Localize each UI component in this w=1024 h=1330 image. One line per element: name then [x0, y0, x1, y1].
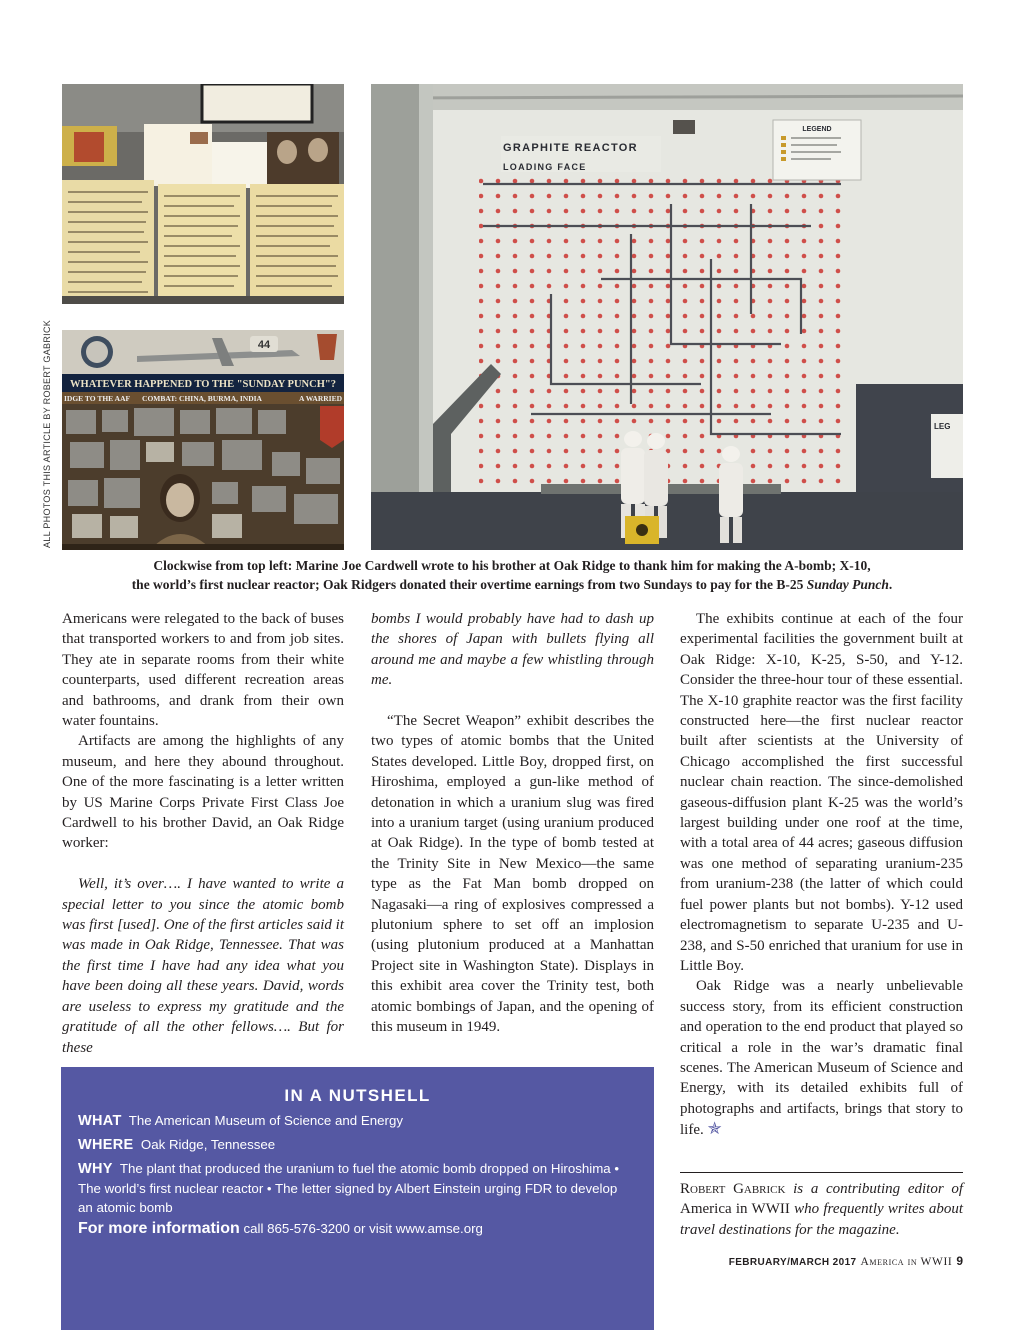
col1-letter-quote: Well, it’s over…. I have wanted to write a special letter to you since the atomic bomb was first [used]. One of the first articles said it was made in Oak Ridge, Tennessee. That was the first time I have had any idea what you have been doing all these years. David, words are useless to express my gratitude and the gratitude of all the other fellows…. But for these	[62, 876, 344, 1056]
nutshell-box	[61, 1067, 654, 1330]
caption-end: .	[888, 577, 893, 592]
col3-paragraph-2	[680, 976, 963, 1140]
photo-sunday-punch-exhibit	[62, 330, 344, 550]
col1-paragraph-2: Artifacts are among the highlights of any museum, and here they abound throughout. One of the more fascinating is a letter written by US Marine Corps Private First Class Joe Cardwell to his brother David, an Oak Ridge worker:	[62, 733, 344, 852]
exhibit-strip-right: A WARRIED	[299, 394, 342, 403]
nutshell-what	[78, 1111, 633, 1131]
caption-line2: the world’s first nuclear reactor; Oak Ridgers donated their overtime earnings from two Sundays to pay for the B-25	[131, 577, 807, 592]
exhibit-strip-mid: COMBAT: CHINA, BURMA, INDIA	[142, 394, 262, 403]
nutshell-info	[78, 1219, 633, 1238]
magazine-name: America in WWII	[860, 1256, 953, 1268]
bio-text-2: who frequently writes about travel destinations for the magazine.	[680, 1201, 963, 1238]
photo-credit: ALL PHOTOS THIS ARTICLE BY ROBERT GABRICK	[42, 319, 52, 548]
reactor-side-legend: LEG	[934, 422, 951, 431]
photo-letters	[62, 84, 344, 304]
nutshell-title: IN A NUTSHELL	[284, 1086, 431, 1105]
col3-paragraph-2-text: Oak Ridge was a nearly unbelievable success story, from its efficient construction and operation to the end product that played so critical a role in the war’s dramatic final scenes. The American Museum of Science and Energy, with its detailed exhibits full of photographs and artifacts, brings that story to life.	[680, 978, 963, 1139]
exhibit-banner: WHATEVER HAPPENED TO THE "SUNDAY PUNCH"?	[70, 379, 336, 390]
where-label: WHERE	[78, 1137, 134, 1153]
column-2	[371, 609, 654, 1038]
bio-divider	[680, 1172, 963, 1173]
exhibit-strip-left: IDGE TO THE AAF	[64, 394, 131, 403]
nutshell-where	[78, 1135, 633, 1155]
plane-number: 44	[257, 339, 271, 351]
why-label: WHY	[78, 1161, 113, 1177]
page-footer	[729, 1254, 963, 1268]
photo-caption	[62, 556, 962, 594]
author-bio	[680, 1179, 963, 1240]
reactor-sign-line2: LOADING FACE	[503, 162, 587, 172]
what-value: The American Museum of Science and Energy	[128, 1113, 403, 1128]
reactor-sign-line1: GRAPHITE REACTOR	[503, 142, 638, 154]
end-mark-star-icon: ✯	[707, 1119, 722, 1139]
why-value: The plant that produced the uranium to fuel the atomic bomb dropped on Hiroshima • The world’s first nuclear reactor • The letter signed by Albert Einstein urging FDR to develop an atomic bomb	[78, 1161, 620, 1215]
col2-letter-quote: bombs I would probably have had to dash up the shores of Japan with bullets flying all around me and maybe a few whistling through me.	[371, 611, 654, 689]
column-1	[62, 609, 344, 1058]
col1-paragraph-1: Americans were relegated to the back of buses that transported workers to and from job sites. They ate in separate rooms from their white counterparts, used different recreation areas and bathrooms, and drank from their own water fountains.	[62, 611, 344, 730]
author-name: Robert Gabrick	[680, 1181, 786, 1197]
what-label: WHAT	[78, 1113, 122, 1129]
col3-paragraph-1: The exhibits continue at each of the four experimental facilities the government built at Oak Ridge: X-10, K-25, S-50, and Y-12. Consider the three-hour tour of these essential. The X-10 graphite reactor was the first facility constructed here—the first nuclear reactor built after scientists at the University of Chicago accomplished the first successful nuclear chain reaction. The since-demolished gaseous-diffusion plant K-25 was the world’s largest building under one roof at the time, with a total area of 44 acres; gaseous diffusion was one method of separating uranium-235 from uranium-238 (the latter of which could fuel power plants but not bombs). Y-12 used electromagnetism to separate U-235 and U-238, and S-50 enriched that uranium for use in Little Boy.	[680, 611, 963, 974]
column-3	[680, 609, 963, 1141]
caption-line1: Clockwise from top left: Marine Joe Cardwell wrote to his brother at Oak Ridge to thank him for making the A-bomb; X-10,	[153, 558, 871, 573]
photo-graphite-reactor	[371, 84, 963, 550]
issue-date: FEBRUARY/MARCH 2017	[728, 1257, 857, 1268]
bio-magazine: America in WWII	[680, 1201, 790, 1218]
col2-paragraph-1: “The Secret Weapon” exhibit describes the two types of atomic bombs that the United States developed. Little Boy, dropped first, on Hiroshima, employed a gun-like method of detonation in which a uranium slug was fired into a uranium target (using uranium produced at Oak Ridge). In the type of bomb tested at the Trinity Site in New Mexico—the same type as the Fat Man bomb dropped on Nagasaki—a ring of explosives compressed a plutonium sphere to set off an implosion (using plutonium produced at a Manhattan Project site in Washington State). Displays in this exhibit area cover the Trinity test, both atomic bombings of Japan, and the opening of this museum in 1949.	[371, 713, 654, 1036]
bio-text-1: is a contributing editor of	[793, 1181, 963, 1197]
nutshell-why	[78, 1159, 633, 1217]
caption-italic: Sunday Punch	[806, 577, 889, 592]
info-value: call 865-576-3200 or visit www.amse.org	[243, 1221, 483, 1236]
info-label: For more information	[78, 1220, 240, 1237]
reactor-legend-title: LEGEND	[802, 126, 832, 133]
page-number: 9	[956, 1254, 963, 1268]
where-value: Oak Ridge, Tennessee	[140, 1137, 276, 1152]
